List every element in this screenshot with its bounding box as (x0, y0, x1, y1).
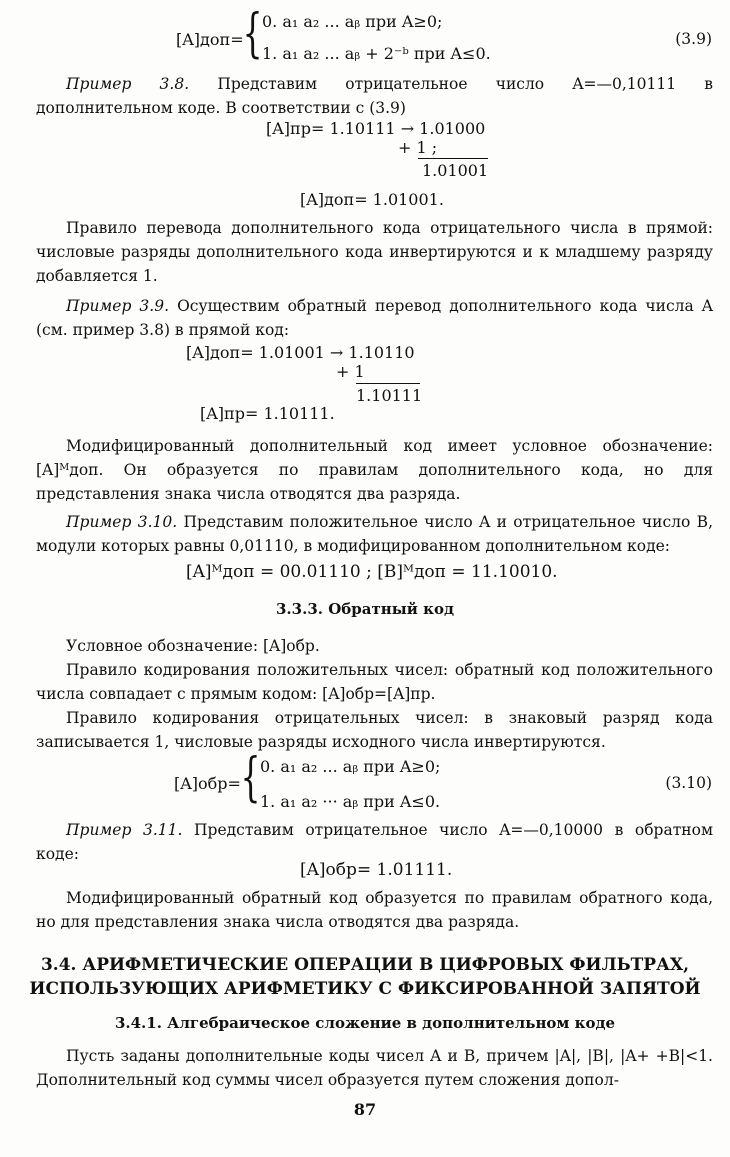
ex38-calc-line2: + 1 ; (398, 138, 438, 157)
eq39-number: (3.9) (675, 30, 712, 48)
eq39-lhs: [A]доп= (176, 30, 244, 49)
modified-code-paragraph (36, 434, 713, 506)
section-3-4-heading-line1: 3.4. АРИФМЕТИЧЕСКИЕ ОПЕРАЦИИ В ЦИФРОВЫХ ФИЛЬТРАХ, (40, 955, 690, 975)
ex38-calc-line1: [A]пр= 1.10111 → 1.01000 (266, 119, 486, 138)
ex311-text: Представим отрицательное число A=—0,10000 в обратном коде: (36, 821, 714, 863)
section-3-4-heading-line2: ИСПОЛЬЗУЮЩИХ АРИФМЕТИКУ С ФИКСИРОВАННОЙ ЗАПЯТОЙ (29, 979, 701, 999)
eq310-brace: { (240, 748, 261, 808)
section-3-3-3-heading: 3.3.3. Обратный код (276, 600, 454, 618)
ex38-label: Пример 3.8. (66, 75, 190, 93)
ex310-label: Пример 3.10. (66, 513, 178, 531)
ex310-text: Представим положительное число A и отрицательное число B, модули которых равны 0,01110, в модифицированном дополнительном коде: (36, 513, 714, 555)
eq310-line1: 0. a₁ a₂ ... aᵦ при A≥0; (260, 757, 441, 776)
eq39-line2: 1. a₁ a₂ ... aᵦ + 2⁻ᵇ при A≤0. (262, 44, 491, 63)
ex311-label: Пример 3.11. (66, 821, 183, 839)
obr-negative-rule-paragraph (36, 706, 713, 754)
page-number: 87 (353, 1100, 377, 1119)
ex39-paragraph (36, 294, 713, 342)
ex311-equation: [A]обр= 1.01111. (300, 860, 453, 880)
ex39-calc-line1: [A]доп= 1.01001 → 1.10110 (186, 343, 415, 362)
ex39-label: Пример 3.9. (66, 297, 169, 315)
eq310-line2: 1. a₁ a₂ ··· aᵦ при A≤0. (260, 792, 441, 811)
modified-code-text: Модифицированный дополнительный код имеет условное обозначение: [A]ᴹдоп. Он образуется по правилам дополнительного кода, но для представления знака числа отводятся два разряда. (36, 437, 713, 503)
ex310-equation: [A]ᴹдоп = 00.01110 ; [B]ᴹдоп = 11.10010. (186, 562, 558, 582)
ex38-calc-line4: [A]доп= 1.01001. (300, 190, 444, 209)
obr-negative-rule-text: Правило кодирования отрицательных чисел: в знаковый разряд кода записывается 1, числовые разряды исходного числа инвертируются. (36, 709, 713, 751)
modified-obr-text: Модифицированный обратный код образуется по правилам обратного кода, но для представления знака числа отводятся два разряда. (36, 889, 713, 931)
last-paragraph (36, 1044, 713, 1092)
ex311-paragraph (36, 818, 713, 866)
ex38-text: Представим отрицательное число A=—0,10111 в дополнительном коде. В соответствии с (3.9) (36, 75, 714, 117)
eq310-lhs: [A]обр= (174, 774, 241, 793)
ex38-paragraph (36, 72, 713, 120)
eq39-line1: 0. a₁ a₂ ... aᵦ при A≥0; (262, 12, 443, 31)
section-3-4-1-heading: 3.4.1. Алгебраическое сложение в дополнительном коде (114, 1014, 616, 1032)
obr-notation-text: Условное обозначение: [A]обр. (66, 637, 320, 655)
obr-notation-paragraph (36, 634, 713, 658)
ex39-calc-line4: [A]пр= 1.10111. (200, 404, 335, 423)
rule-paragraph (36, 216, 713, 288)
ex38-sum-rule (418, 158, 488, 159)
ex38-calc-line3: 1.01001 (422, 161, 489, 180)
obr-positive-rule-paragraph (36, 658, 713, 706)
ex310-paragraph (36, 510, 713, 558)
ex39-calc-line3: 1.10111 (356, 386, 423, 405)
last-paragraph-text: Пусть заданы дополнительные коды чисел A и B, причем |A|, |B|, |A+ +B|<1. Дополнительный код суммы чисел образуется путем сложения допол- (36, 1047, 713, 1089)
ex39-sum-rule (356, 383, 420, 384)
obr-positive-rule-text: Правило кодирования положительных чисел: обратный код положительного числа совпадает с прямым кодом: [A]обр=[A]пр. (36, 661, 713, 703)
ex39-calc-line2: + 1 (336, 362, 365, 381)
eq39-brace: { (242, 4, 263, 64)
rule-text: Правило перевода дополнительного кода отрицательного числа в прямой: числовые разряды дополнительного кода инвертируются и к младшему разряду добавляется 1. (36, 219, 713, 285)
modified-obr-paragraph (36, 886, 713, 934)
eq310-number: (3.10) (665, 774, 712, 792)
ex39-text: Осуществим обратный перевод дополнительного кода числа A (см. пример 3.8) в прямой код: (36, 297, 713, 339)
